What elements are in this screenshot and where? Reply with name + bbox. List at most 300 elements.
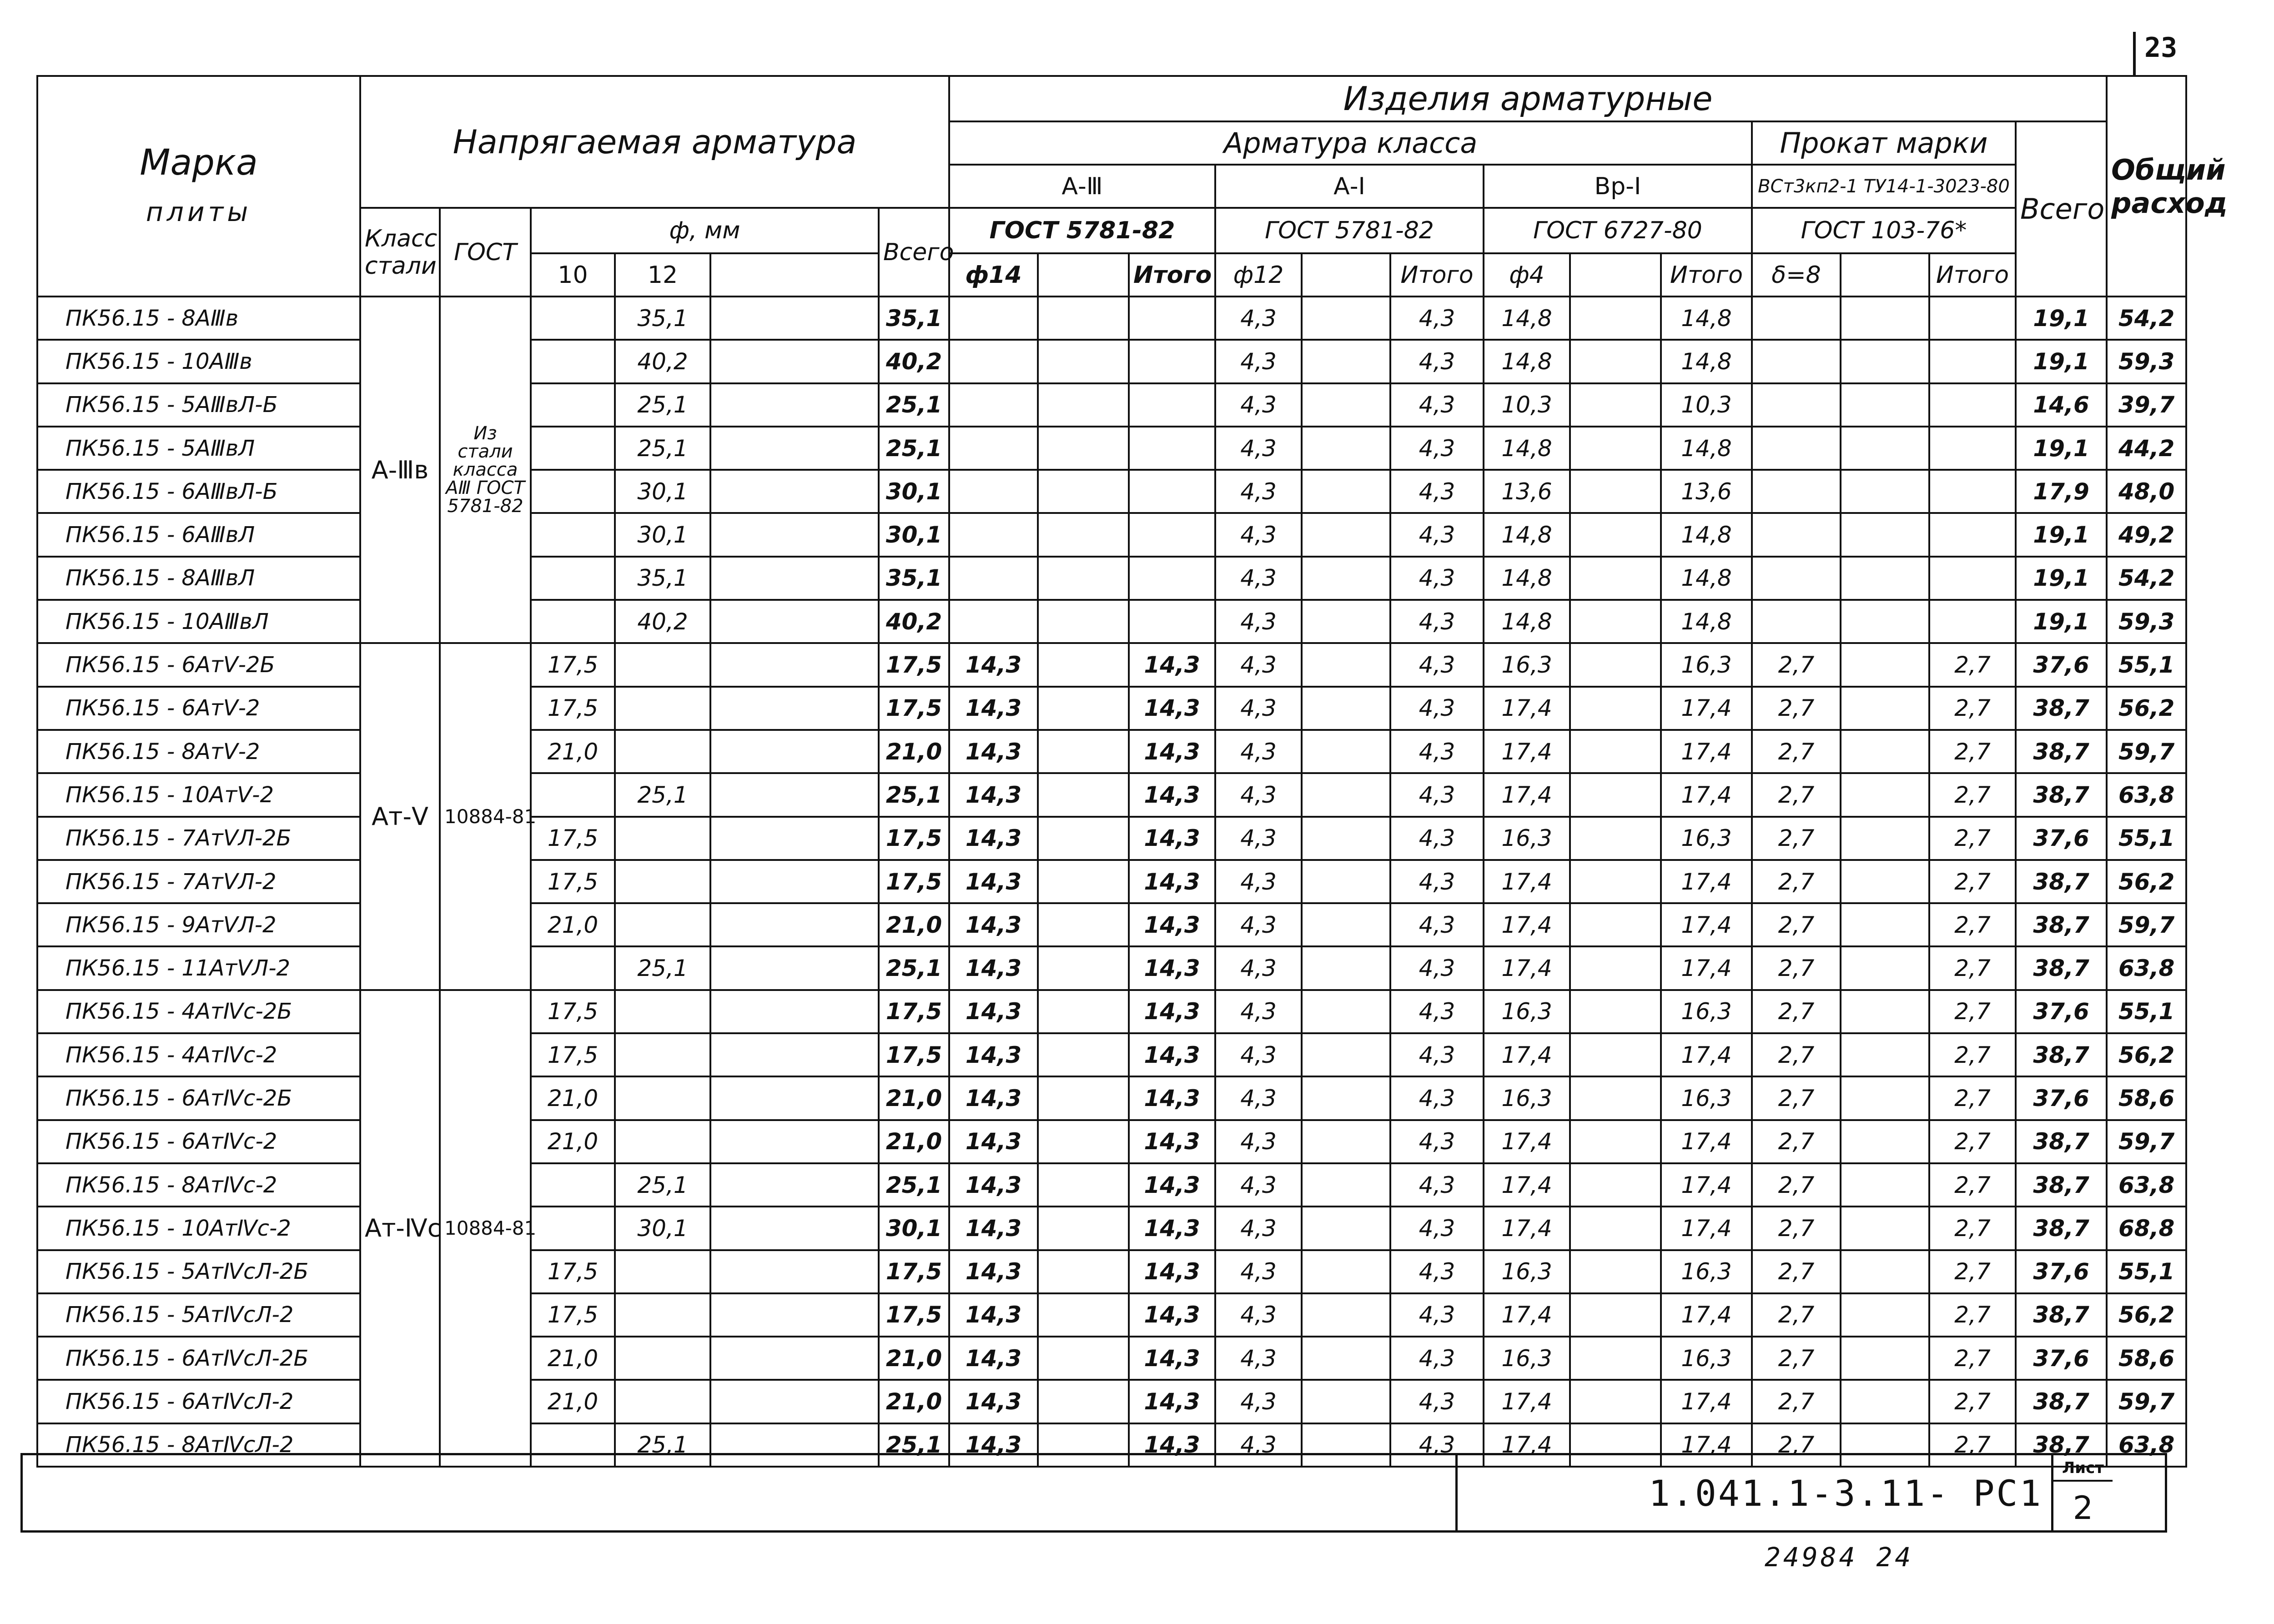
cell-d12b: 4,3 xyxy=(1215,1293,1302,1337)
cell-products-total: 37,6 xyxy=(2016,1337,2107,1380)
cell-d10: 21,0 xyxy=(531,1380,615,1423)
cell-itogo-bp1: 17,4 xyxy=(1661,1293,1752,1337)
cell-prestressed-total: 17,5 xyxy=(879,1250,949,1293)
plate-mark: ПК56.15 - 7АтⅤЛ-2 xyxy=(37,860,360,903)
cell-d4: 17,4 xyxy=(1484,687,1570,730)
cell-delta8: 2,7 xyxy=(1752,730,1841,773)
cell-total-consumption: 55,1 xyxy=(2107,643,2186,686)
cell-d12: 30,1 xyxy=(615,1207,710,1250)
cell-total-consumption: 44,2 xyxy=(2107,427,2186,470)
cell-d12: 40,2 xyxy=(615,340,710,383)
cell-d10: 21,0 xyxy=(531,1337,615,1380)
table-row xyxy=(37,383,2186,427)
cell-itogo-bp1: 17,4 xyxy=(1661,1207,1752,1250)
cell-empty-a3 xyxy=(1038,557,1129,600)
cell-empty-a3 xyxy=(1038,643,1129,686)
table-row xyxy=(37,946,2186,990)
cell-total-consumption: 48,0 xyxy=(2107,470,2186,513)
cell-itogo-a3 xyxy=(1129,470,1215,513)
cell-empty-d xyxy=(710,730,879,773)
cell-itogo-a1: 4,3 xyxy=(1390,1120,1484,1163)
header-prokat-marki: Прокат марки xyxy=(1752,121,2016,165)
cell-d14 xyxy=(949,340,1038,383)
cell-itogo-bp1: 14,8 xyxy=(1661,557,1752,600)
gost-note: Из стали класса АⅢ ГОСТ 5781-82 xyxy=(440,297,531,643)
cell-itogo-bp1: 17,4 xyxy=(1661,730,1752,773)
cell-total-consumption: 63,8 xyxy=(2107,946,2186,990)
cell-itogo-prokat: 2,7 xyxy=(1929,1033,2016,1076)
cell-d10: 21,0 xyxy=(531,730,615,773)
cell-delta8: 2,7 xyxy=(1752,643,1841,686)
cell-d12b: 4,3 xyxy=(1215,600,1302,643)
cell-prestressed-total: 40,2 xyxy=(879,340,949,383)
cell-itogo-a1: 4,3 xyxy=(1390,340,1484,383)
cell-total-consumption: 59,3 xyxy=(2107,340,2186,383)
plate-mark: ПК56.15 - 6АⅢвЛ xyxy=(37,513,360,556)
header-itogo-a3: Итого xyxy=(1129,253,1215,297)
cell-d12 xyxy=(615,860,710,903)
cell-itogo-a3: 14,3 xyxy=(1129,1250,1215,1293)
cell-products-total: 38,7 xyxy=(2016,1293,2107,1337)
cell-delta8: 2,7 xyxy=(1752,1120,1841,1163)
cell-total-consumption: 59,3 xyxy=(2107,600,2186,643)
cell-itogo-a1: 4,3 xyxy=(1390,383,1484,427)
header-gost-bp1: ГОСТ 6727-80 xyxy=(1484,208,1752,253)
cell-delta8 xyxy=(1752,513,1841,556)
cell-d4: 17,4 xyxy=(1484,903,1570,946)
cell-empty-a1 xyxy=(1302,946,1390,990)
cell-empty-d xyxy=(710,427,879,470)
cell-itogo-prokat: 2,7 xyxy=(1929,1250,2016,1293)
cell-total-consumption: 59,7 xyxy=(2107,1120,2186,1163)
plate-mark: ПК56.15 - 8АⅢв xyxy=(37,297,360,340)
cell-products-total: 37,6 xyxy=(2016,1250,2107,1293)
cell-empty-bp1 xyxy=(1570,990,1661,1033)
cell-d12b: 4,3 xyxy=(1215,1423,1302,1467)
cell-empty-d xyxy=(710,1293,879,1337)
cell-d14 xyxy=(949,427,1038,470)
cell-itogo-prokat: 2,7 xyxy=(1929,1120,2016,1163)
cell-total-consumption: 55,1 xyxy=(2107,990,2186,1033)
cell-empty-d xyxy=(710,557,879,600)
cell-d12b: 4,3 xyxy=(1215,903,1302,946)
header-gost-a3: ГОСТ 5781-82 xyxy=(949,208,1215,253)
header-gost: ГОСТ xyxy=(440,208,531,297)
cell-empty-a1 xyxy=(1302,427,1390,470)
cell-d12b: 4,3 xyxy=(1215,340,1302,383)
table-row xyxy=(37,1076,2186,1120)
table-row xyxy=(37,1337,2186,1380)
document-code-box xyxy=(1455,1455,2113,1530)
cell-d12 xyxy=(615,730,710,773)
cell-empty-a3 xyxy=(1038,513,1129,556)
cell-prestressed-total: 25,1 xyxy=(879,773,949,816)
cell-empty-d xyxy=(710,513,879,556)
cell-empty-prokat xyxy=(1841,903,1929,946)
cell-d10 xyxy=(531,427,615,470)
cell-d12b: 4,3 xyxy=(1215,860,1302,903)
cell-itogo-a1: 4,3 xyxy=(1390,946,1484,990)
table-row xyxy=(37,1380,2186,1423)
cell-d12 xyxy=(615,687,710,730)
cell-itogo-a1: 4,3 xyxy=(1390,903,1484,946)
cell-products-total: 38,7 xyxy=(2016,1423,2107,1467)
cell-empty-a1 xyxy=(1302,1076,1390,1120)
header-marka-line1: Марка xyxy=(140,142,258,184)
cell-prestressed-total: 25,1 xyxy=(879,383,949,427)
cell-d4: 17,4 xyxy=(1484,730,1570,773)
cell-empty-a1 xyxy=(1302,557,1390,600)
plate-mark: ПК56.15 - 10АⅢв xyxy=(37,340,360,383)
cell-empty-a1 xyxy=(1302,1380,1390,1423)
cell-d4: 17,4 xyxy=(1484,1120,1570,1163)
steel-class: А-Ⅲв xyxy=(360,297,440,643)
cell-itogo-a3: 14,3 xyxy=(1129,1293,1215,1337)
cell-total-consumption: 56,2 xyxy=(2107,1293,2186,1337)
cell-empty-d xyxy=(710,340,879,383)
cell-itogo-a3: 14,3 xyxy=(1129,946,1215,990)
cell-itogo-prokat: 2,7 xyxy=(1929,1207,2016,1250)
cell-empty-bp1 xyxy=(1570,340,1661,383)
cell-d12 xyxy=(615,1120,710,1163)
cell-d14 xyxy=(949,600,1038,643)
cell-delta8: 2,7 xyxy=(1752,1380,1841,1423)
cell-d10: 17,5 xyxy=(531,1293,615,1337)
cell-itogo-bp1: 17,4 xyxy=(1661,946,1752,990)
header-class-a3: А-Ⅲ xyxy=(949,165,1215,208)
cell-itogo-bp1: 17,4 xyxy=(1661,1033,1752,1076)
cell-d14: 14,3 xyxy=(949,1337,1038,1380)
cell-empty-a3 xyxy=(1038,773,1129,816)
cell-products-total: 19,1 xyxy=(2016,513,2107,556)
header-delta8: δ=8 xyxy=(1752,253,1841,297)
cell-d12b: 4,3 xyxy=(1215,297,1302,340)
cell-delta8: 2,7 xyxy=(1752,1250,1841,1293)
cell-delta8 xyxy=(1752,383,1841,427)
cell-products-total: 38,7 xyxy=(2016,687,2107,730)
cell-products-total: 19,1 xyxy=(2016,600,2107,643)
header-empty-diameter xyxy=(710,253,879,297)
cell-empty-a3 xyxy=(1038,946,1129,990)
cell-d10: 21,0 xyxy=(531,1120,615,1163)
corner-mark xyxy=(2133,32,2136,75)
cell-empty-a3 xyxy=(1038,600,1129,643)
cell-itogo-a1: 4,3 xyxy=(1390,1293,1484,1337)
cell-empty-a1 xyxy=(1302,1207,1390,1250)
cell-empty-a3 xyxy=(1038,383,1129,427)
cell-itogo-bp1: 16,3 xyxy=(1661,643,1752,686)
cell-d4: 14,8 xyxy=(1484,513,1570,556)
table-row xyxy=(37,297,2186,340)
table-row xyxy=(37,1163,2186,1207)
table-row xyxy=(37,470,2186,513)
cell-d14 xyxy=(949,470,1038,513)
cell-prestressed-total: 17,5 xyxy=(879,817,949,860)
cell-empty-a3 xyxy=(1038,990,1129,1033)
cell-itogo-a1: 4,3 xyxy=(1390,1380,1484,1423)
cell-itogo-a1: 4,3 xyxy=(1390,773,1484,816)
plate-mark: ПК56.15 - 8АⅢвЛ xyxy=(37,557,360,600)
cell-empty-prokat xyxy=(1841,470,1929,513)
cell-d10 xyxy=(531,773,615,816)
cell-itogo-a1: 4,3 xyxy=(1390,1337,1484,1380)
cell-itogo-prokat: 2,7 xyxy=(1929,1337,2016,1380)
reinforcement-table xyxy=(36,75,2228,1468)
cell-itogo-bp1: 14,8 xyxy=(1661,427,1752,470)
cell-itogo-prokat xyxy=(1929,427,2016,470)
cell-itogo-prokat xyxy=(1929,470,2016,513)
cell-empty-bp1 xyxy=(1570,643,1661,686)
cell-products-total: 14,6 xyxy=(2016,383,2107,427)
cell-empty-d xyxy=(710,1250,879,1293)
cell-empty-a3 xyxy=(1038,470,1129,513)
cell-empty-d xyxy=(710,600,879,643)
cell-products-total: 17,9 xyxy=(2016,470,2107,513)
cell-itogo-a3: 14,3 xyxy=(1129,687,1215,730)
cell-d10: 17,5 xyxy=(531,817,615,860)
cell-itogo-a3 xyxy=(1129,600,1215,643)
header-total-line2: расход xyxy=(2111,186,2228,220)
cell-empty-prokat xyxy=(1841,860,1929,903)
cell-empty-prokat xyxy=(1841,1033,1929,1076)
cell-empty-a1 xyxy=(1302,1293,1390,1337)
cell-d14: 14,3 xyxy=(949,643,1038,686)
table-row xyxy=(37,903,2186,946)
header-empty-a1 xyxy=(1302,253,1390,297)
cell-itogo-a1: 4,3 xyxy=(1390,687,1484,730)
cell-itogo-a1: 4,3 xyxy=(1390,643,1484,686)
cell-itogo-a3 xyxy=(1129,427,1215,470)
cell-empty-prokat xyxy=(1841,557,1929,600)
cell-itogo-bp1: 13,6 xyxy=(1661,470,1752,513)
cell-itogo-prokat: 2,7 xyxy=(1929,730,2016,773)
cell-delta8: 2,7 xyxy=(1752,1207,1841,1250)
table-row xyxy=(37,340,2186,383)
cell-empty-d xyxy=(710,860,879,903)
cell-empty-prokat xyxy=(1841,1163,1929,1207)
table-row xyxy=(37,1120,2186,1163)
cell-empty-a1 xyxy=(1302,340,1390,383)
header-prokat-steel: ВСт3кп2-1 ТУ14-1-3023-80 xyxy=(1752,165,2016,208)
cell-total-consumption: 68,8 xyxy=(2107,1207,2186,1250)
cell-itogo-a3: 14,3 xyxy=(1129,1033,1215,1076)
plate-mark: ПК56.15 - 5АтⅣсЛ-2Б xyxy=(37,1250,360,1293)
cell-prestressed-total: 17,5 xyxy=(879,1033,949,1076)
cell-itogo-prokat xyxy=(1929,383,2016,427)
table-row xyxy=(37,427,2186,470)
cell-itogo-bp1: 14,8 xyxy=(1661,297,1752,340)
header-empty-prokat xyxy=(1841,253,1929,297)
plate-mark: ПК56.15 - 7АтⅤЛ-2Б xyxy=(37,817,360,860)
table-row xyxy=(37,1207,2186,1250)
cell-d12: 40,2 xyxy=(615,600,710,643)
cell-d10: 17,5 xyxy=(531,643,615,686)
cell-empty-d xyxy=(710,643,879,686)
cell-empty-prokat xyxy=(1841,600,1929,643)
table-row xyxy=(37,557,2186,600)
cell-itogo-bp1: 14,8 xyxy=(1661,340,1752,383)
cell-empty-d xyxy=(710,297,879,340)
cell-d14: 14,3 xyxy=(949,730,1038,773)
cell-empty-a1 xyxy=(1302,730,1390,773)
cell-empty-prokat xyxy=(1841,687,1929,730)
cell-d12b: 4,3 xyxy=(1215,1380,1302,1423)
cell-empty-a1 xyxy=(1302,990,1390,1033)
cell-itogo-prokat: 2,7 xyxy=(1929,643,2016,686)
cell-d12 xyxy=(615,1033,710,1076)
cell-itogo-a1: 4,3 xyxy=(1390,817,1484,860)
cell-itogo-a3: 14,3 xyxy=(1129,1120,1215,1163)
cell-d12: 30,1 xyxy=(615,513,710,556)
cell-itogo-a1: 4,3 xyxy=(1390,1163,1484,1207)
cell-itogo-a1: 4,3 xyxy=(1390,427,1484,470)
cell-d12b: 4,3 xyxy=(1215,687,1302,730)
cell-d12b: 4,3 xyxy=(1215,1250,1302,1293)
cell-products-total: 38,7 xyxy=(2016,1207,2107,1250)
cell-d12 xyxy=(615,817,710,860)
cell-itogo-prokat: 2,7 xyxy=(1929,990,2016,1033)
cell-empty-a1 xyxy=(1302,1120,1390,1163)
cell-itogo-prokat: 2,7 xyxy=(1929,1423,2016,1467)
cell-itogo-a1: 4,3 xyxy=(1390,557,1484,600)
cell-empty-bp1 xyxy=(1570,1250,1661,1293)
header-products: Изделия арматурные xyxy=(949,76,2107,121)
cell-products-total: 38,7 xyxy=(2016,730,2107,773)
cell-d10 xyxy=(531,297,615,340)
cell-d12b: 4,3 xyxy=(1215,1163,1302,1207)
cell-prestressed-total: 25,1 xyxy=(879,1423,949,1467)
cell-total-consumption: 58,6 xyxy=(2107,1076,2186,1120)
header-gost-prokat: ГОСТ 103-76* xyxy=(1752,208,2016,253)
cell-d4: 17,4 xyxy=(1484,1293,1570,1337)
cell-d4: 17,4 xyxy=(1484,860,1570,903)
plate-mark: ПК56.15 - 6АтⅣс-2 xyxy=(37,1120,360,1163)
cell-itogo-a3 xyxy=(1129,297,1215,340)
page-number: 23 xyxy=(2144,32,2178,64)
header-empty-a3 xyxy=(1038,253,1129,297)
cell-itogo-a1: 4,3 xyxy=(1390,860,1484,903)
header-total-line1: Общий xyxy=(2111,153,2226,186)
cell-prestressed-total: 25,1 xyxy=(879,946,949,990)
cell-delta8: 2,7 xyxy=(1752,773,1841,816)
cell-itogo-a1: 4,3 xyxy=(1390,990,1484,1033)
cell-empty-bp1 xyxy=(1570,687,1661,730)
header-total-consumption xyxy=(2107,76,2228,297)
cell-d12b: 4,3 xyxy=(1215,383,1302,427)
cell-prestressed-total: 21,0 xyxy=(879,903,949,946)
header-class-a1: А-Ⅰ xyxy=(1215,165,1484,208)
cell-empty-d xyxy=(710,1120,879,1163)
cell-itogo-a3: 14,3 xyxy=(1129,730,1215,773)
cell-itogo-prokat: 2,7 xyxy=(1929,903,2016,946)
cell-products-total: 38,7 xyxy=(2016,1380,2107,1423)
cell-d4: 16,3 xyxy=(1484,817,1570,860)
cell-delta8: 2,7 xyxy=(1752,1163,1841,1207)
cell-empty-d xyxy=(710,990,879,1033)
cell-itogo-a3: 14,3 xyxy=(1129,1207,1215,1250)
cell-empty-d xyxy=(710,470,879,513)
cell-d4: 16,3 xyxy=(1484,990,1570,1033)
cell-itogo-prokat: 2,7 xyxy=(1929,1293,2016,1337)
cell-d12 xyxy=(615,1293,710,1337)
cell-empty-prokat xyxy=(1841,1337,1929,1380)
cell-empty-bp1 xyxy=(1570,1120,1661,1163)
cell-itogo-a1: 4,3 xyxy=(1390,600,1484,643)
cell-empty-d xyxy=(710,1163,879,1207)
plate-mark: ПК56.15 - 6АⅢвЛ-Б xyxy=(37,470,360,513)
cell-d4: 14,8 xyxy=(1484,297,1570,340)
cell-itogo-bp1: 10,3 xyxy=(1661,383,1752,427)
plate-mark: ПК56.15 - 6АтⅣсЛ-2Б xyxy=(37,1337,360,1380)
cell-d12b: 4,3 xyxy=(1215,1033,1302,1076)
table-row xyxy=(37,687,2186,730)
cell-d12b: 4,3 xyxy=(1215,946,1302,990)
cell-d4: 16,3 xyxy=(1484,643,1570,686)
header-steel-class xyxy=(360,208,440,297)
cell-d14: 14,3 xyxy=(949,687,1038,730)
cell-itogo-bp1: 16,3 xyxy=(1661,1076,1752,1120)
cell-d12b: 4,3 xyxy=(1215,730,1302,773)
cell-d4: 17,4 xyxy=(1484,1423,1570,1467)
header-steel-class-line2: стали xyxy=(365,252,437,280)
cell-d10: 21,0 xyxy=(531,903,615,946)
cell-empty-a3 xyxy=(1038,427,1129,470)
cell-itogo-prokat xyxy=(1929,600,2016,643)
cell-d12b: 4,3 xyxy=(1215,513,1302,556)
cell-d10 xyxy=(531,470,615,513)
cell-d12: 25,1 xyxy=(615,383,710,427)
cell-prestressed-total: 40,2 xyxy=(879,600,949,643)
header-d12b: ф12 xyxy=(1215,253,1302,297)
cell-total-consumption: 55,1 xyxy=(2107,1250,2186,1293)
cell-d12b: 4,3 xyxy=(1215,470,1302,513)
cell-empty-bp1 xyxy=(1570,383,1661,427)
cell-total-consumption: 63,8 xyxy=(2107,1163,2186,1207)
cell-empty-prokat xyxy=(1841,297,1929,340)
cell-empty-d xyxy=(710,1076,879,1120)
plate-mark: ПК56.15 - 9АтⅤЛ-2 xyxy=(37,903,360,946)
cell-empty-a3 xyxy=(1038,903,1129,946)
cell-empty-a3 xyxy=(1038,1250,1129,1293)
cell-empty-prokat xyxy=(1841,643,1929,686)
table-row xyxy=(37,1033,2186,1076)
cell-empty-d xyxy=(710,817,879,860)
cell-prestressed-total: 17,5 xyxy=(879,1293,949,1337)
cell-total-consumption: 63,8 xyxy=(2107,773,2186,816)
cell-empty-a3 xyxy=(1038,297,1129,340)
cell-d4: 17,4 xyxy=(1484,1380,1570,1423)
cell-empty-d xyxy=(710,903,879,946)
cell-itogo-bp1: 14,8 xyxy=(1661,600,1752,643)
table-row xyxy=(37,513,2186,556)
plate-mark: ПК56.15 - 5АⅢвЛ-Б xyxy=(37,383,360,427)
header-d14: ф14 xyxy=(949,253,1038,297)
cell-itogo-bp1: 17,4 xyxy=(1661,1163,1752,1207)
cell-empty-a1 xyxy=(1302,773,1390,816)
cell-d14 xyxy=(949,513,1038,556)
cell-empty-a3 xyxy=(1038,730,1129,773)
cell-itogo-a3 xyxy=(1129,340,1215,383)
cell-products-total: 38,7 xyxy=(2016,1120,2107,1163)
cell-itogo-prokat: 2,7 xyxy=(1929,817,2016,860)
header-class-bp1: Вр-Ⅰ xyxy=(1484,165,1752,208)
cell-products-total: 37,6 xyxy=(2016,643,2107,686)
cell-d14: 14,3 xyxy=(949,1380,1038,1423)
cell-itogo-a1: 4,3 xyxy=(1390,470,1484,513)
cell-itogo-prokat xyxy=(1929,297,2016,340)
cell-d4: 14,8 xyxy=(1484,427,1570,470)
table-row xyxy=(37,990,2186,1033)
